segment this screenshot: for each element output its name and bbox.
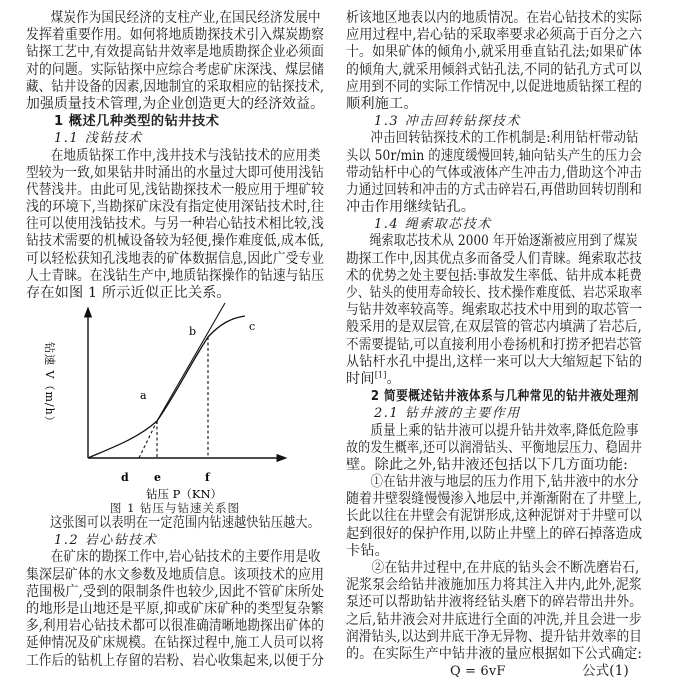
text-line: 顺利施工。 — [346, 95, 418, 112]
formula-label: 公式(1) — [582, 663, 629, 680]
text-line: 起到很好的保护作用,以防止井壁上的碎石掉落造成 — [346, 525, 643, 542]
text-line: 延伸情况及矿床规模。在钻探过程中,施工人员可以将 — [26, 635, 324, 652]
curve-low-segment — [88, 421, 157, 458]
text-line: 范围极广,受到的限制条件也较少,因此不管矿床所处 — [26, 583, 325, 600]
text-line: 藏、钻井设备的因素,因地制宜的采取相应的钻探技术, — [26, 78, 325, 95]
text-line: 钻探工艺中,有效提高钻井效率是地质勘探企业必须面 — [26, 44, 324, 61]
curve-main-segment — [157, 316, 245, 421]
point-label-c: c — [249, 320, 256, 333]
text-line: 往可以使用浅钻技术。与另一种岩心钻技术相比较,浅 — [26, 216, 324, 233]
text-line: 十。如果矿体的倾角小,就采用垂直钻孔法;如果矿体 — [346, 44, 643, 61]
tangent-line — [157, 303, 225, 421]
text-line: 泵还可以帮助钻井液将经钻头磨下的碎岩带出井外。 — [346, 594, 643, 611]
text-line: 在矿床的勘探工作中,岩心钻技术的主要作用是收 — [50, 549, 321, 566]
text-line: 发挥着重要作用。如何将地质勘探技术引入煤炭勘察 — [26, 27, 325, 44]
intro-paragraph — [26, 10, 324, 113]
text-line: 润滑钻头,以达到井底干净无异物、提升钻井效率的目 — [346, 628, 642, 645]
text-line: ②在钻井过程中,在井底的钻头会不断冼磨岩石, — [371, 560, 640, 576]
text-line: 从钻杆水孔中提出,这样一来可以大大缩短起下钻的 — [346, 353, 643, 370]
text-line: 术的优势之处主要包括:事故发生率低、钻井成本耗费 — [346, 267, 642, 284]
section-1-2-continued — [346, 10, 642, 113]
text-line: 的。在实际生产中钻井液的量应根据如下公式确定: — [346, 645, 643, 662]
text-line: 冲击回转钻探技术的工作机制是:利用钻杆带动钻 — [370, 130, 639, 147]
text-line: 与钻井效率较高等。绳索取芯技术中用到的取芯管一 — [346, 302, 643, 319]
heading-1: 1 概述几种类型的钻井技术 — [54, 114, 220, 130]
text-line: 应用过程中,岩心钻的采取率要求必须高于百分之六 — [346, 27, 643, 44]
section-1-4-paragraph — [346, 233, 642, 371]
text-line: 对的问题。实际钻探中应综合考虑矿床深浅、煤层储 — [26, 61, 325, 78]
figure-1 — [26, 300, 324, 518]
section-1-4-last-line — [346, 371, 642, 388]
text-line: 冲击作用继续钻孔。 — [346, 199, 476, 216]
text-line: 存在如图 1 所示近似正比关系。 — [26, 285, 231, 301]
y-axis-label: 钻速 V（m/h） — [43, 342, 56, 428]
after-figure-line: 这张图可以表明在一定范围内钻速越快钻压越大。 — [49, 515, 320, 531]
text-line: 的地形是山地还是平原,抑或矿床矿种的类型复杂繁 — [26, 600, 325, 617]
text-line: 泥浆泵会给钻井液施加压力将其注入井内,此外,泥浆 — [346, 577, 642, 594]
text-line: 带动钻杆中心的气体或液体产生冲击力,借助这个冲击 — [346, 164, 642, 181]
text-line: 析该地区地表以内的地质情况。在岩心钻技术的实际 — [346, 10, 643, 26]
text-line: 在地质钻探工作中,浅井技术与浅钻技术的应用类 — [50, 147, 321, 164]
text-line: 钻技术需要的机械设备较为轻便,操作难度低,成本低, — [26, 233, 325, 250]
text-line: ①在钻井液与地层的压力作用下,钻井液中的水分 — [370, 474, 639, 491]
left-column-continued — [26, 515, 324, 670]
text-line: 的倾角大,就采用倾斜式钻孔法,不同的钻孔方式可以 — [346, 61, 642, 78]
text-line: 壁。除此之外,钻井液还包括以下几方面功能: — [346, 456, 629, 473]
section-2-1-paragraph — [346, 423, 642, 475]
text-line: 质量上乘的钻井液可以提升钻井效率,降低危险事 — [370, 422, 639, 439]
citation-ref[interactable]: [1] — [374, 370, 387, 380]
text-line: 集深层矿体的水文参数及地质信息。该项技术的应用 — [26, 566, 325, 583]
text-line: 般采用的是双层管,在双层管的管芯内填满了岩芯后, — [346, 319, 642, 336]
section-1-3-paragraph — [346, 130, 642, 216]
x-tick-e: e — [154, 471, 161, 484]
text-line: 长此以往在井壁会有泥饼形成,这种泥饼对于井壁可以 — [346, 508, 642, 525]
heading-2: 2 简要概述钻井液体系与几种常见的钻井液处理剂 — [370, 389, 639, 405]
heading-1-3: 1.3 冲击回转钻探技术 — [374, 114, 521, 130]
text-line: 之后,钻井液会对井底进行全面的冲洗,并且会进一步 — [346, 611, 642, 628]
item-1-paragraph — [346, 474, 642, 560]
text-line: 多,利用岩心钻技术都可以很准确清晰地勘探出矿体的 — [26, 618, 324, 635]
figure-chart — [26, 300, 324, 518]
formula: Q = 6vF — [450, 664, 506, 680]
text-line: 卡钻。 — [346, 542, 390, 559]
text-line: 随着井壁裂缝慢慢渗入地层中,并渐渐附在了井壁上, — [346, 491, 642, 508]
left-column — [26, 10, 324, 302]
text-line: 煤炭作为国民经济的支柱产业,在国民经济发展中 — [50, 10, 321, 26]
x-axis-label: 钻压 P（KN） — [146, 487, 223, 501]
text-line: 少、钻头的使用寿命较长、技术操作难度低、岩芯采取率 — [346, 285, 643, 301]
right-column — [346, 10, 642, 680]
text-line: 加强质量技术管理,为企业创造更大的经济效益。 — [26, 95, 325, 112]
figure-caption: 图 1 钻压与钻速关系图 — [109, 501, 241, 515]
point-label-a: a — [140, 389, 147, 402]
heading-2-1: 2.1 钻井液的主要作用 — [374, 406, 521, 422]
text-line: 勘探工作中,因其优点多而备受人们青睐。绳索取芯技 — [346, 250, 642, 267]
text-line: 人士青睐。在浅钻生产中,地质钻探操作的钻速与钻压 — [26, 267, 324, 284]
text-line: 浅的环境下,当勘探矿床没有指定使用深钻技术时,往 — [26, 199, 325, 216]
last-line-text: 时间 — [346, 370, 375, 387]
point-label-b: b — [189, 325, 197, 338]
text-line: 头以 50r/min 的速度缓慢回转,轴向钻头产生的压力会 — [346, 147, 643, 164]
x-tick-f: f — [205, 471, 210, 484]
heading-1-2: 1.2 岩心钻技术 — [54, 533, 158, 549]
dashed-tangent-d — [139, 421, 157, 458]
heading-1-1: 1.1 浅钻技术 — [54, 131, 143, 147]
text-line: 力通过回转和冲击的方式击碎岩石,再借助回转切削和 — [346, 181, 642, 198]
text-line: 工作后的钻机上存留的岩粉、岩心收集起来,以便于分 — [26, 652, 324, 669]
text-line: 绳索取芯技术从 2000 年开始逐渐被应用到了煤炭 — [369, 233, 638, 250]
text-line: 型较为一致,如果钻井时涌出的水量过大即可使用浅钻 — [26, 164, 324, 181]
text-line: 可以轻松获知孔浅地表的矿体数据信息,因此广受专业 — [26, 250, 324, 267]
text-line: 不需要提钻,可以直接利用小卷扬机和打捞矛把岩芯管 — [346, 336, 642, 353]
text-line: 代替浅井。由此可见,浅钻勘探技术一般应用于埋矿较 — [26, 181, 324, 198]
heading-1-4: 1.4 绳索取芯技术 — [374, 217, 492, 233]
section-1-1-paragraph — [26, 148, 324, 303]
text-line: 故的发生概率,还可以润滑钻头、平衡地层压力、稳固井 — [346, 439, 643, 456]
section-1-2-paragraph — [26, 549, 324, 669]
item-2-paragraph — [346, 560, 642, 663]
text-line: 应用到不同的实际工作情况中,以促进地质钻探工程的 — [346, 78, 642, 95]
last-line-end: 。 — [386, 370, 401, 387]
formula-row — [346, 663, 642, 680]
x-tick-d: d — [121, 471, 129, 484]
